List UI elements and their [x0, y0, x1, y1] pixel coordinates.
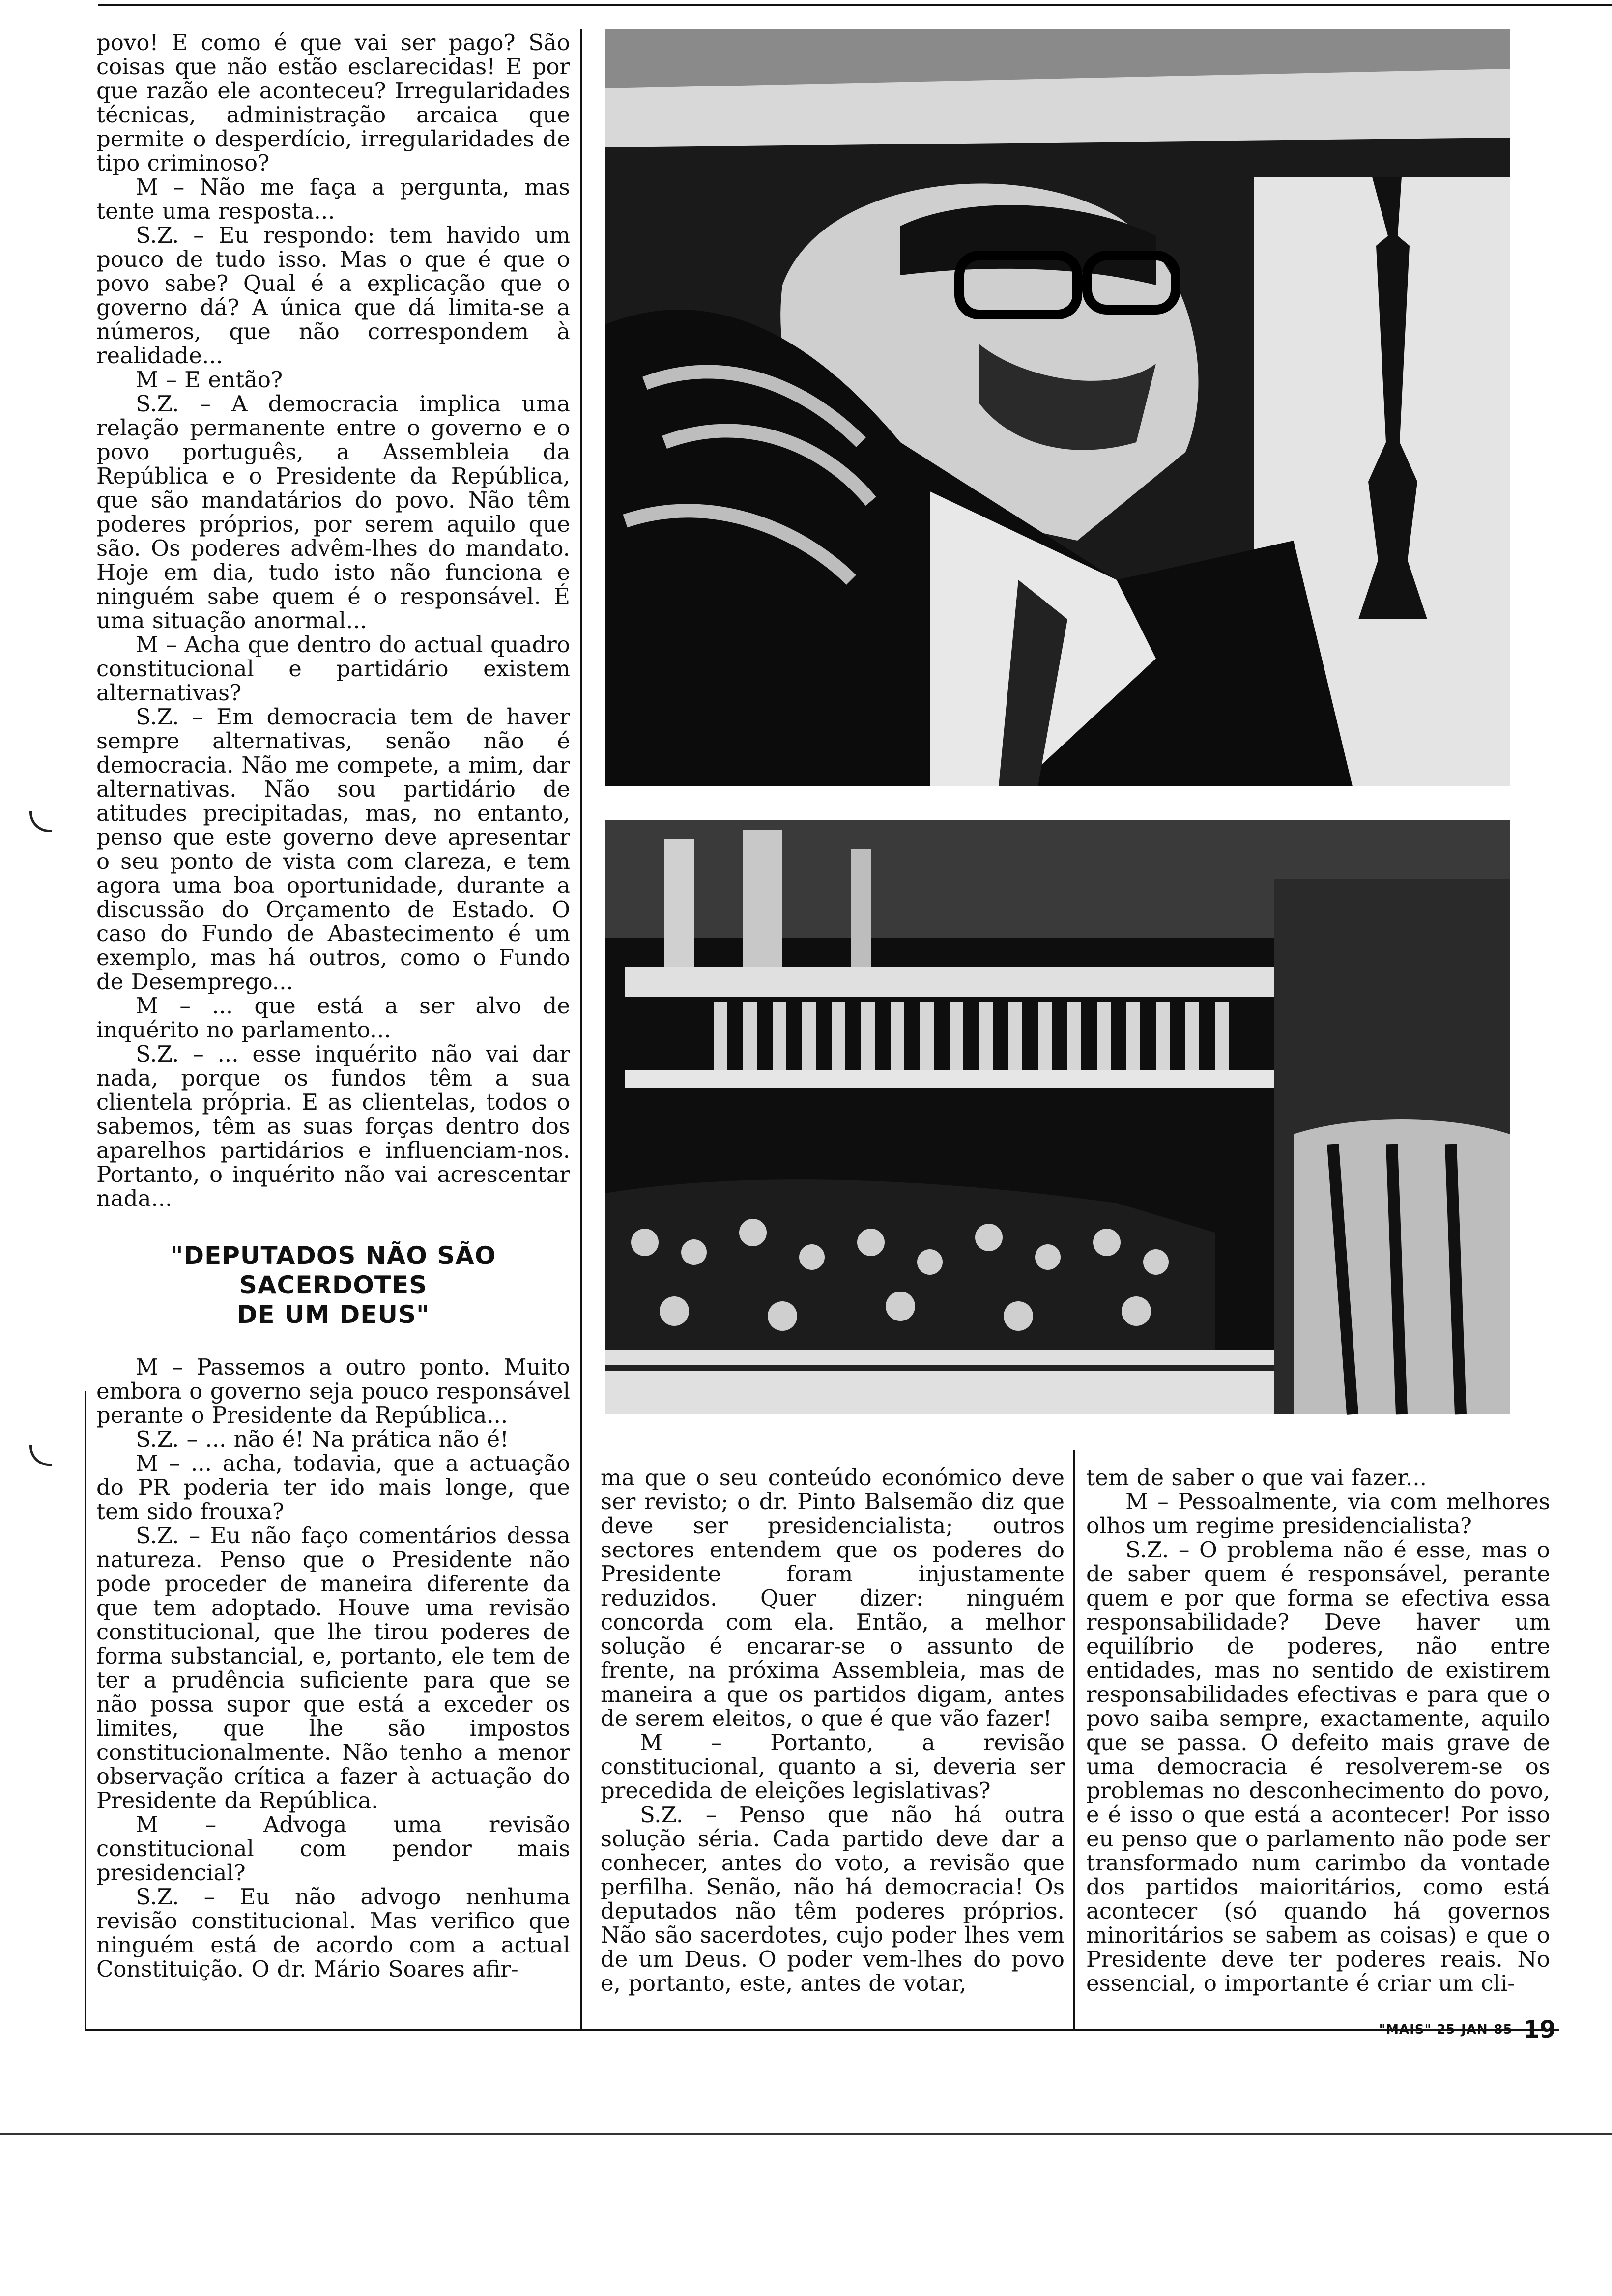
col3-paragraph-1: tem de saber o que vai fazer... — [1086, 1464, 1427, 1491]
article-column-3 — [1086, 1465, 1550, 2026]
scan-edge-line — [0, 2133, 1612, 2135]
page-footer — [1379, 2016, 1556, 2043]
left-border — [85, 1391, 86, 2030]
punch-hole-mark-1 — [29, 811, 52, 832]
col3-paragraph-3: S.Z. – O problema não é esse, mas o de saber quem é responsável, perante quem e por que forma se efectiva essa responsabilidade? Deve haver um equilíbrio de poderes, não entre entidades, mas no sentido de existirem responsabilidades efectivas e para que o povo saiba sempre, exactamente, aquilo que se passa. O defeito mais grave de uma democracia é resolverem-se os problemas no desconhecimento do povo, e é isso o que está a acontecer! Por isso eu penso que o parlamento não pode ser transformado num carimbo da vontade dos partidos maioritários, como está acontecer (só quando há governos minoritários se sabem as coisas) e que o Presidente deve ter poderes reais. No essencial, o importante é criar um cli- — [1086, 1537, 1550, 1996]
punch-hole-mark-2 — [29, 1445, 52, 1466]
col1-paragraph-1: povo! E como é que vai ser pago? São coisas que não estão esclarecidas! E por que razão ele aconteceu? Irregularidades técnicas, administração arcaica que permite o desperdício, irregularidades de tipo criminoso? — [96, 29, 570, 176]
col1-paragraph-2: M – Não me faça a pergunta, mas tente uma resposta... — [96, 174, 570, 224]
subheading-line-2: DE UM DEUS" — [236, 1300, 430, 1329]
column-divider-2 — [1073, 1450, 1075, 2030]
column-divider-1 — [580, 29, 582, 2030]
col1-paragraph-5: S.Z. – A democracia implica uma relação permanente entre o governo e o povo português, a Assembleia da República e o Presidente da República, que são mandatários do povo. Não têm poderes próprios, por serem aquilo que são. Os poderes advêm-lhes do mandato. Hoje em dia, tudo isto não funciona e ninguém sabe quem é o responsável. É uma situação anormal... — [96, 391, 570, 633]
parliament-photo-image — [605, 820, 1510, 1414]
article-column-2 — [601, 1465, 1065, 2026]
col1b-paragraph-3: M – ... acha, todavia, que a actuação do PR poderia ter ido mais longe, que tem sido frouxa? — [96, 1450, 570, 1524]
bottom-rule — [85, 2029, 1559, 2031]
subheading-line-1: "DEPUTADOS NÃO SÃO SACERDOTES — [170, 1241, 496, 1299]
portrait-photo — [605, 29, 1510, 786]
top-rule — [98, 4, 1612, 6]
col1b-paragraph-4: S.Z. – Eu não faço comentários dessa natureza. Penso que o Presidente não pode proceder de maneira diferente da que tem adoptado. Houve uma revisão constitucional, que lhe tirou poderes de forma substancial, e, portanto, ele tem de ter a prudência suficiente para que se não possa supor que está a exceder os limites, que lhe são impostos constitucionalmente. Não tenho a menor observação crítica a fazer à actuação do Presidente da República. — [96, 1522, 570, 1813]
col1-paragraph-4: M – E então? — [136, 367, 283, 393]
portrait-photo-image — [605, 29, 1510, 786]
col1b-paragraph-6: S.Z. – Eu não advogo nenhuma revisão constitucional. Mas verifico que ninguém está de acordo com a actual Constituição. O dr. Mário Soares afir- — [96, 1884, 570, 1982]
col1-paragraph-9: S.Z. – ... esse inquérito não vai dar nada, porque os fundos têm a sua clientela própria. E as clientelas, todos o sabemos, têm as suas forças dentro dos aparelhos partidários e influenciam-nos. Portanto, o inquérito não vai acrescentar nada... — [96, 1041, 570, 1211]
col1-paragraph-3: S.Z. – Eu respondo: tem havido um pouco de tudo isso. Mas o que é que o povo sabe? Qual é a explicação que o governo dá? A única que dá limita-se a números, que não correspondem à realidade... — [96, 222, 570, 369]
magazine-issue: "MAIS" 25-JAN-85 — [1379, 2022, 1513, 2037]
col1b-paragraph-2: S.Z. – ... não é! Na prática não é! — [136, 1426, 509, 1452]
parliament-photo — [605, 820, 1510, 1414]
col1-paragraph-7: S.Z. – Em democracia tem de haver sempre alternativas, senão não é democracia. Não me compete, a mim, dar alternativas. Não sou partidário de atitudes precipitadas, mas, no entanto, penso que este governo deve apresentar o seu ponto de vista com clareza, e tem agora uma boa oportunidade, durante a discussão do Orçamento de Estado. O caso do Fundo de Abastecimento é um exemplo, mas há outros, como o Fundo de Desemprego... — [96, 704, 570, 995]
col2-paragraph-3: S.Z. – Penso que não há outra solução séria. Cada partido deve dar a conhecer, antes do voto, a revisão que perfilha. Senão, não há democracia! Os deputados não têm poderes próprios. Não são sacerdotes, cujo poder lhes vem de um Deus. O poder vem-lhes do povo e, portanto, este, antes de votar, — [601, 1802, 1065, 1996]
article-subheading — [96, 1241, 570, 1329]
col3-paragraph-2: M – Pessoalmente, via com melhores olhos um regime presidencialista? — [1086, 1489, 1550, 1539]
col1-paragraph-8: M – ... que está a ser alvo de inquérito no parlamento... — [96, 993, 570, 1043]
col1b-paragraph-5: M – Advoga uma revisão constitucional com pendor mais presidencial? — [96, 1811, 570, 1886]
col2-paragraph-1: ma que o seu conteúdo económico deve ser revisto; o dr. Pinto Balsemão diz que deve ser presidencialista; outros sectores entendem que os poderes do Presidente foram injustamente reduzidos. Quer dizer: ninguém concorda com ela. Então, a melhor solução é encarar-se o assunto de frente, na próxima Assembleia, mas de maneira a que os partidos digam, antes de serem eleitos, o que é que vão fazer! — [601, 1464, 1065, 1731]
col1-paragraph-6: M – Acha que dentro do actual quadro constitucional e partidário existem alternativas? — [96, 631, 570, 706]
col1b-paragraph-1: M – Passemos a outro ponto. Muito embora o governo seja pouco responsável perante o Presidente da República... — [96, 1354, 570, 1428]
page-number: 19 — [1523, 2016, 1556, 2043]
article-column-1 — [96, 29, 570, 1982]
col2-paragraph-2: M – Portanto, a revisão constitucional, quanto a si, deveria ser precedida de eleições legislativas? — [601, 1729, 1065, 1804]
